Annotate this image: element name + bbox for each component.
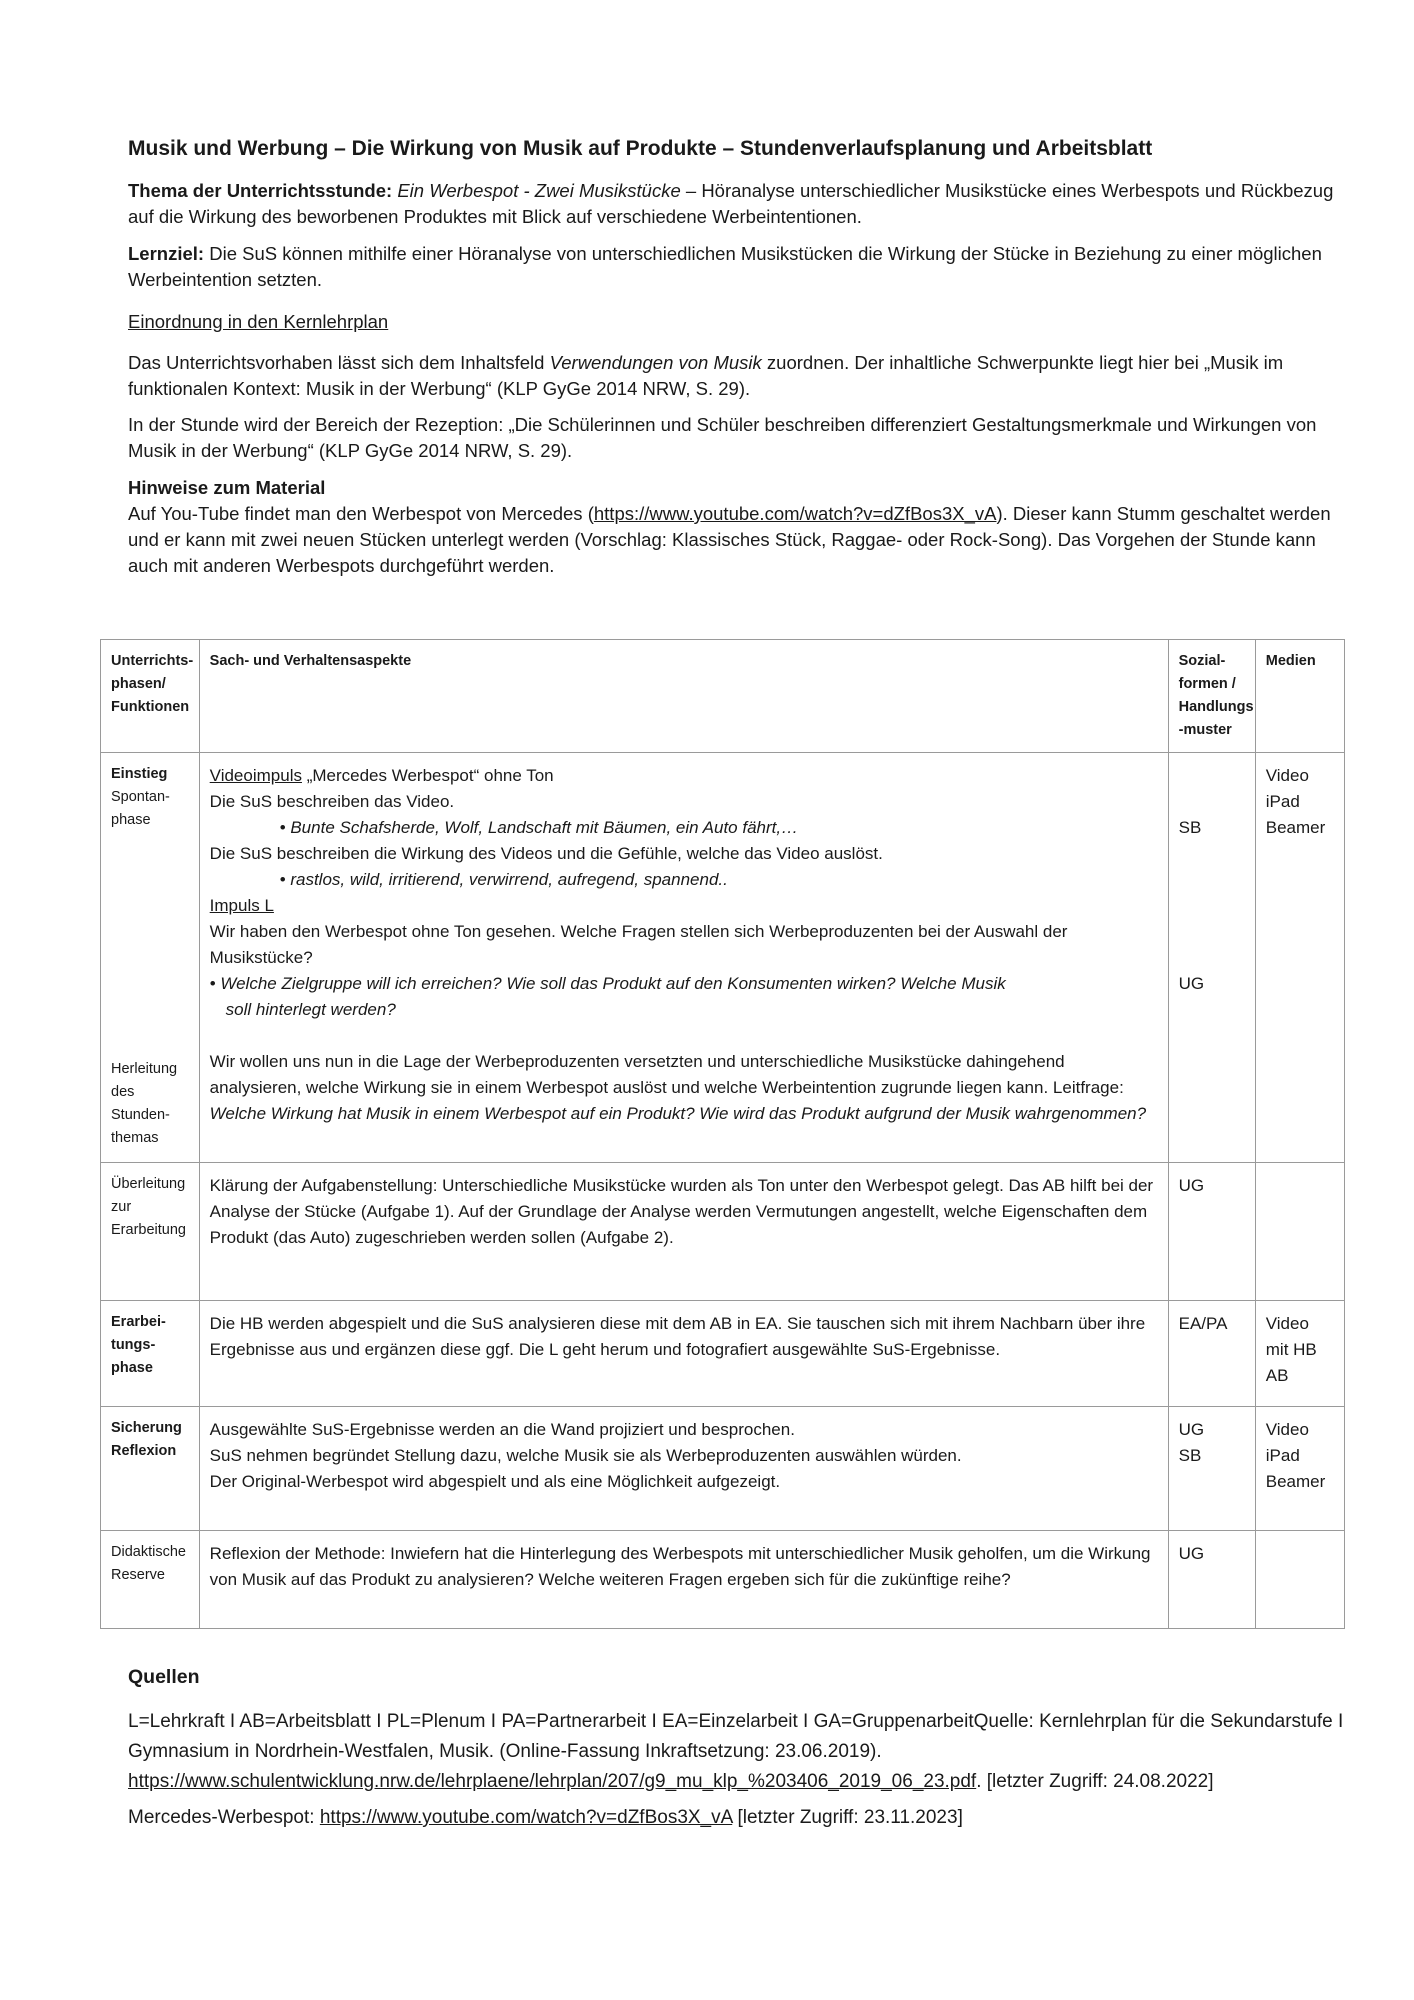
hinweise-block <box>128 475 1358 579</box>
lesson-plan-table <box>100 639 1345 1629</box>
medien-einstieg <box>1255 753 1344 1163</box>
einordnung-p1-a: Das Unterrichtsvorhaben lässt sich dem Inhaltsfeld <box>128 352 550 373</box>
phase-erarbeitung-label: Erarbei-tungs-phase <box>111 1314 166 1376</box>
videoimpuls-text: „Mercedes Werbespot“ ohne Ton <box>301 766 554 785</box>
einordnung-heading: Einordnung in den Kernlehrplan <box>128 311 389 332</box>
aspekte-reserve: Reflexion der Methode: Inwiefern hat die Hinterlegung des Werbespots mit unterschiedlicher Musik geholfen, um die Wirkung von Musik auf das Produkt zu analysieren? Welche weiteren Fragen ergeben sich für die zukünftige reihe? <box>199 1531 1168 1629</box>
phase-einstieg <box>101 753 200 1163</box>
table-row-erarbeitung <box>101 1301 1345 1407</box>
einstieg-line-3: Wir haben den Werbespot ohne Ton gesehen. Welche Fragen stellen sich Werbeproduzenten bei der Auswahl der Musikstücke? <box>209 922 1068 967</box>
einstieg-bullet-1: • Bunte Schafsherde, Wolf, Landschaft mit Bäumen, ein Auto fährt,… <box>279 818 799 837</box>
medien-sicherung-2: Beamer <box>1265 1472 1326 1491</box>
medien-erarbeitung-0: Video <box>1265 1314 1309 1333</box>
impuls-l-label: Impuls L <box>209 896 274 915</box>
phase-sicherung <box>101 1407 200 1531</box>
aspekte-einstieg <box>199 753 1168 1163</box>
quellen-p1-a: L=Lehrkraft I AB=Arbeitsblatt I PL=Plenum I PA=Partnerarbeit I EA=Einzelarbeit I GA=GruppenarbeitQuelle: Kernlehrplan für die Sekundarstufe I Gymnasium in Nordrhein-Westfalen, Musik. (Online-Fassung Inkraftsetzung: 23.06.2019). <box>128 1711 1344 1762</box>
header-phasen: Unterrichts-phasen/ Funktionen <box>101 640 200 753</box>
sozial-einstieg <box>1168 753 1255 1163</box>
phase-herleitung: Herleitung des Stunden-themas <box>111 1061 178 1146</box>
medien-einstieg-2: Beamer <box>1265 818 1326 837</box>
medien-sicherung-1: iPad <box>1265 1446 1300 1465</box>
medien-reserve <box>1255 1531 1344 1629</box>
page-title: Musik und Werbung – Die Wirkung von Musik auf Produkte – Stundenverlaufsplanung und Arbeitsblatt <box>128 137 1153 160</box>
einordnung-paragraph-2: In der Stunde wird der Bereich der Rezeption: „Die Schülerinnen und Schüler beschreiben differenziert Gestaltungsmerkmale und Wirkungen von Musik in der Werbung“ (KLP GyGe 2014 NRW, S. 29). <box>128 414 1317 461</box>
sozial-einstieg-sb: SB <box>1178 818 1202 837</box>
lernziel-label: Lernziel: <box>128 243 205 264</box>
medien-einstieg-1: iPad <box>1265 792 1300 811</box>
thema-label: Thema der Unterrichtsstunde: <box>128 180 393 201</box>
einordnung-paragraph-1 <box>128 350 1358 402</box>
medien-sicherung <box>1255 1407 1344 1531</box>
sozial-erarbeitung: EA/PA <box>1168 1301 1255 1407</box>
kernlehrplan-link[interactable]: https://www.schulentwicklung.nrw.de/lehrplaene/lehrplan/207/g9_mu_klp_%203406_2019_06_23.pdf <box>128 1771 977 1792</box>
sozial-reserve: UG <box>1168 1531 1255 1629</box>
thema-paragraph <box>128 178 1358 230</box>
phase-einstieg-bold: Einstieg <box>111 766 168 782</box>
phase-ueberleitung: Überleitung zur Erarbeitung <box>101 1163 200 1301</box>
sozial-ueberleitung: UG <box>1168 1163 1255 1301</box>
einstieg-bullet-3 <box>210 971 1158 1023</box>
table-row-ueberleitung <box>101 1163 1345 1301</box>
quellen-p1-b: . [letzter Zugriff: 24.08.2022] <box>976 1771 1214 1792</box>
lernziel-paragraph <box>128 241 1358 293</box>
hinweise-heading: Hinweise zum Material <box>128 477 326 498</box>
einstieg-line-4 <box>210 1049 1158 1127</box>
einstieg-bullet-3a: • Welche Zielgruppe will ich erreichen? Wie soll das Produkt auf den Konsumenten wirken? Welche Musik <box>209 974 1006 993</box>
einstieg-bullet-3b: soll hinterlegt werden? <box>225 1000 396 1019</box>
medien-sicherung-0: Video <box>1265 1420 1309 1439</box>
quellen-paragraph-1 <box>128 1707 1368 1797</box>
medien-einstieg-0: Video <box>1265 766 1309 785</box>
quellen-paragraph-2 <box>128 1803 1368 1833</box>
aspekte-erarbeitung: Die HB werden abgespielt und die SuS analysieren diese mit dem AB in EA. Sie tauschen sich mit ihrem Nachbarn über ihre Ergebnisse aus und ergänzen diese ggf. Die L geht herum und fotografiert ausgewählte SuS-Ergebnisse. <box>199 1301 1168 1407</box>
table-row-sicherung <box>101 1407 1345 1531</box>
hinweise-video-link[interactable]: https://www.youtube.com/watch?v=dZfBos3X_vA <box>593 503 997 524</box>
sozial-sicherung <box>1168 1407 1255 1531</box>
einstieg-line-4-text: Wir wollen uns nun in die Lage der Werbeproduzenten versetzten und unterschiedliche Musikstücke dahingehend analysieren, welche Wirkung sie in einem Werbespot auslöst und welche Werbeintention zugrunde liegen kann. Leitfrage: <box>209 1052 1124 1097</box>
thema-italic: Ein Werbespot - Zwei Musikstücke <box>397 180 681 201</box>
sicherung-line-3: Der Original-Werbespot wird abgespielt und als eine Möglichkeit aufgezeigt. <box>209 1472 781 1491</box>
einstieg-line-1: Die SuS beschreiben das Video. <box>209 792 455 811</box>
sicherung-line-2: SuS nehmen begründet Stellung dazu, welche Musik sie als Werbeproduzenten auswählen würden. <box>209 1446 962 1465</box>
quellen-heading: Quellen <box>128 1666 200 1688</box>
phase-sicherung-a: Sicherung <box>111 1420 182 1436</box>
quellen-p2-a: Mercedes-Werbespot: <box>128 1807 320 1828</box>
sicherung-line-1: Ausgewählte SuS-Ergebnisse werden an die Wand projiziert und besprochen. <box>209 1420 795 1439</box>
sozial-sicherung-a: UG <box>1178 1420 1205 1439</box>
sozial-sicherung-b: SB <box>1178 1446 1202 1465</box>
werbespot-link[interactable]: https://www.youtube.com/watch?v=dZfBos3X_vA <box>319 1807 733 1828</box>
videoimpuls-label: Videoimpuls <box>209 766 302 785</box>
medien-ueberleitung <box>1255 1163 1344 1301</box>
hinweise-text-a: Auf You-Tube findet man den Werbespot von Mercedes ( <box>128 503 594 524</box>
phase-reserve: Didaktische Reserve <box>101 1531 200 1629</box>
phase-sicherung-b: Reflexion <box>111 1443 177 1459</box>
medien-erarbeitung-2: AB <box>1265 1366 1289 1385</box>
einstieg-leitfrage: Welche Wirkung hat Musik in einem Werbespot auf ein Produkt? Wie wird das Produkt aufgrund der Musik wahrgenommen? <box>209 1104 1147 1123</box>
lernziel-text: Die SuS können mithilfe einer Höranalyse von unterschiedlichen Musikstücken die Wirkung der Stücke in Beziehung zu einer möglichen Werbeintention setzten. <box>128 243 1322 290</box>
einstieg-line-2: Die SuS beschreiben die Wirkung des Videos und die Gefühle, welche das Video auslöst. <box>209 844 883 863</box>
medien-erarbeitung <box>1255 1301 1344 1407</box>
header-sozialformen: Sozial-formen / Handlungs -muster <box>1168 640 1255 753</box>
table-row-einstieg <box>101 753 1345 1163</box>
header-medien: Medien <box>1255 640 1344 753</box>
aspekte-sicherung <box>199 1407 1168 1531</box>
table-header-row <box>101 640 1345 753</box>
table-row-reserve <box>101 1531 1345 1629</box>
phase-erarbeitung <box>101 1301 200 1407</box>
medien-erarbeitung-1: mit HB <box>1265 1340 1317 1359</box>
einordnung-p1-b: zuordnen. Der inhaltliche Schwerpunkte liegt hier bei „Musik im funktionalen Kontext: Musik in der Werbung“ (KLP GyGe 2014 NRW, S. 29). <box>128 352 1284 399</box>
hinweise-text-b: ). Dieser kann Stumm geschaltet werden und er kann mit zwei neuen Stücken unterlegt werden (Vorschlag: Klassisches Stück, Raggae- oder Rock-Song). Das Vorgehen der Stunde kann auch mit anderen Werbespots durchgeführt werden. <box>128 503 1331 576</box>
sozial-einstieg-ug: UG <box>1178 974 1205 993</box>
phase-einstieg-sub: Spontan-phase <box>111 789 170 828</box>
einordnung-p1-italic: Verwendungen von Musik <box>549 352 762 373</box>
header-aspekte: Sach- und Verhaltensaspekte <box>199 640 1168 753</box>
aspekte-ueberleitung: Klärung der Aufgabenstellung: Unterschiedliche Musikstücke wurden als Ton unter den Werbespot gelegt. Das AB hilft bei der Analyse der Stücke (Aufgabe 1). Auf der Grundlage der Analyse werden Vermutungen angestellt, welche Eigenschaften dem Produkt (das Auto) zugeschrieben werden sollen (Aufgabe 2). <box>199 1163 1168 1301</box>
einstieg-bullet-2: • rastlos, wild, irritierend, verwirrend, aufregend, spannend.. <box>279 870 728 889</box>
thema-text: – Höranalyse unterschiedlicher Musikstücke eines Werbespots und Rückbezug auf die Wirkung des beworbenen Produktes mit Blick auf verschiedene Werbeintentionen. <box>128 180 1334 227</box>
quellen-p2-b: [letzter Zugriff: 23.11.2023] <box>732 1807 963 1828</box>
